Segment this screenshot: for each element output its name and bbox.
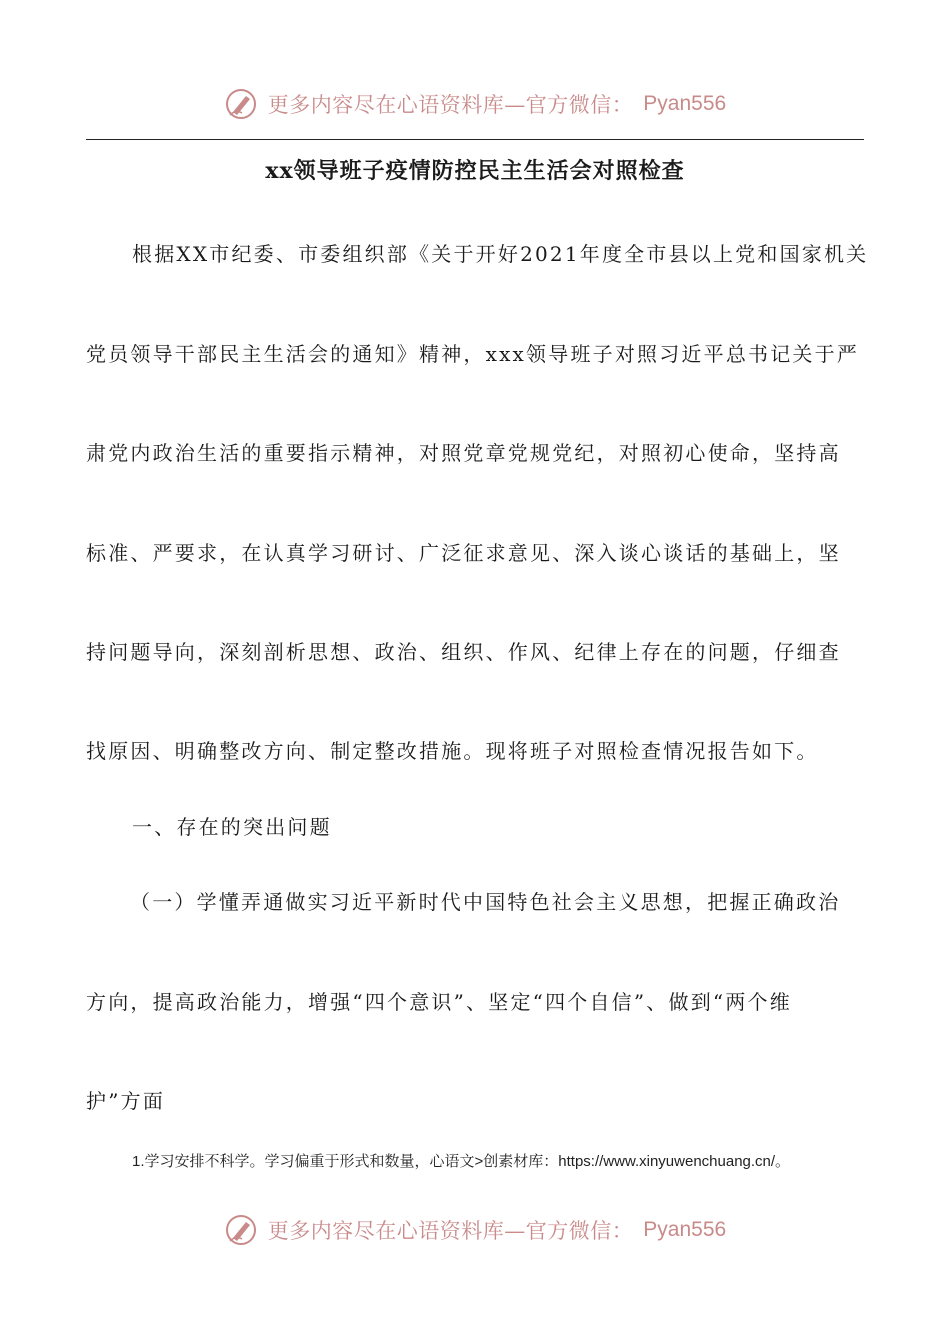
watermark-wechat-id: Pyan556 — [643, 92, 727, 115]
watermark-text: 更多内容尽在心语资料库—官方微信： — [267, 1219, 634, 1243]
document-title: xx领导班子疫情防控民主生活会对照检查 — [265, 158, 685, 184]
pen-logo-icon — [224, 1213, 258, 1247]
subsection-line-2: 方向，提高政治能力，增强“四个意识”、坚定“四个自信”、做到“两个维 — [86, 990, 792, 1014]
footer-watermark — [0, 1210, 950, 1250]
watermark-text: 更多内容尽在心语资料库—官方微信： — [267, 93, 634, 117]
subsection-line-1: （一）学懂弄通做实习近平新时代中国特色社会主义思想，把握正确政治 — [130, 890, 841, 914]
subsection-line-3: 护”方面 — [86, 1089, 166, 1113]
paragraph-line-3: 肃党内政治生活的重要指示精神，对照党章党规党纪，对照初心使命，坚持高 — [86, 441, 841, 465]
content-note: 1.学习安排不科学。学习偏重于形式和数量，心语文>创素材库：https://www.xinyuwenchuang.cn/。 — [132, 1153, 791, 1170]
paragraph-line-2: 党员领导干部民主生活会的通知》精神，xxx领导班子对照习近平总书记关于严 — [86, 342, 860, 366]
section-heading: 一、存在的突出问题 — [132, 815, 332, 839]
pen-logo-icon — [224, 87, 258, 121]
paragraph-line-1: 根据XX市纪委、市委组织部《关于开好2021年度全市县以上党和国家机关 — [132, 242, 869, 266]
header-divider — [86, 139, 864, 140]
paragraph-line-6: 找原因、明确整改方向、制定整改措施。现将班子对照检查情况报告如下。 — [86, 739, 819, 763]
paragraph-line-4: 标准、严要求，在认真学习研讨、广泛征求意见、深入谈心谈话的基础上，坚 — [86, 541, 841, 565]
paragraph-line-5: 持问题导向，深刻剖析思想、政治、组织、作风、纪律上存在的问题，仔细查 — [86, 640, 841, 664]
header-watermark — [0, 84, 950, 124]
watermark-wechat-id: Pyan556 — [643, 1218, 727, 1241]
